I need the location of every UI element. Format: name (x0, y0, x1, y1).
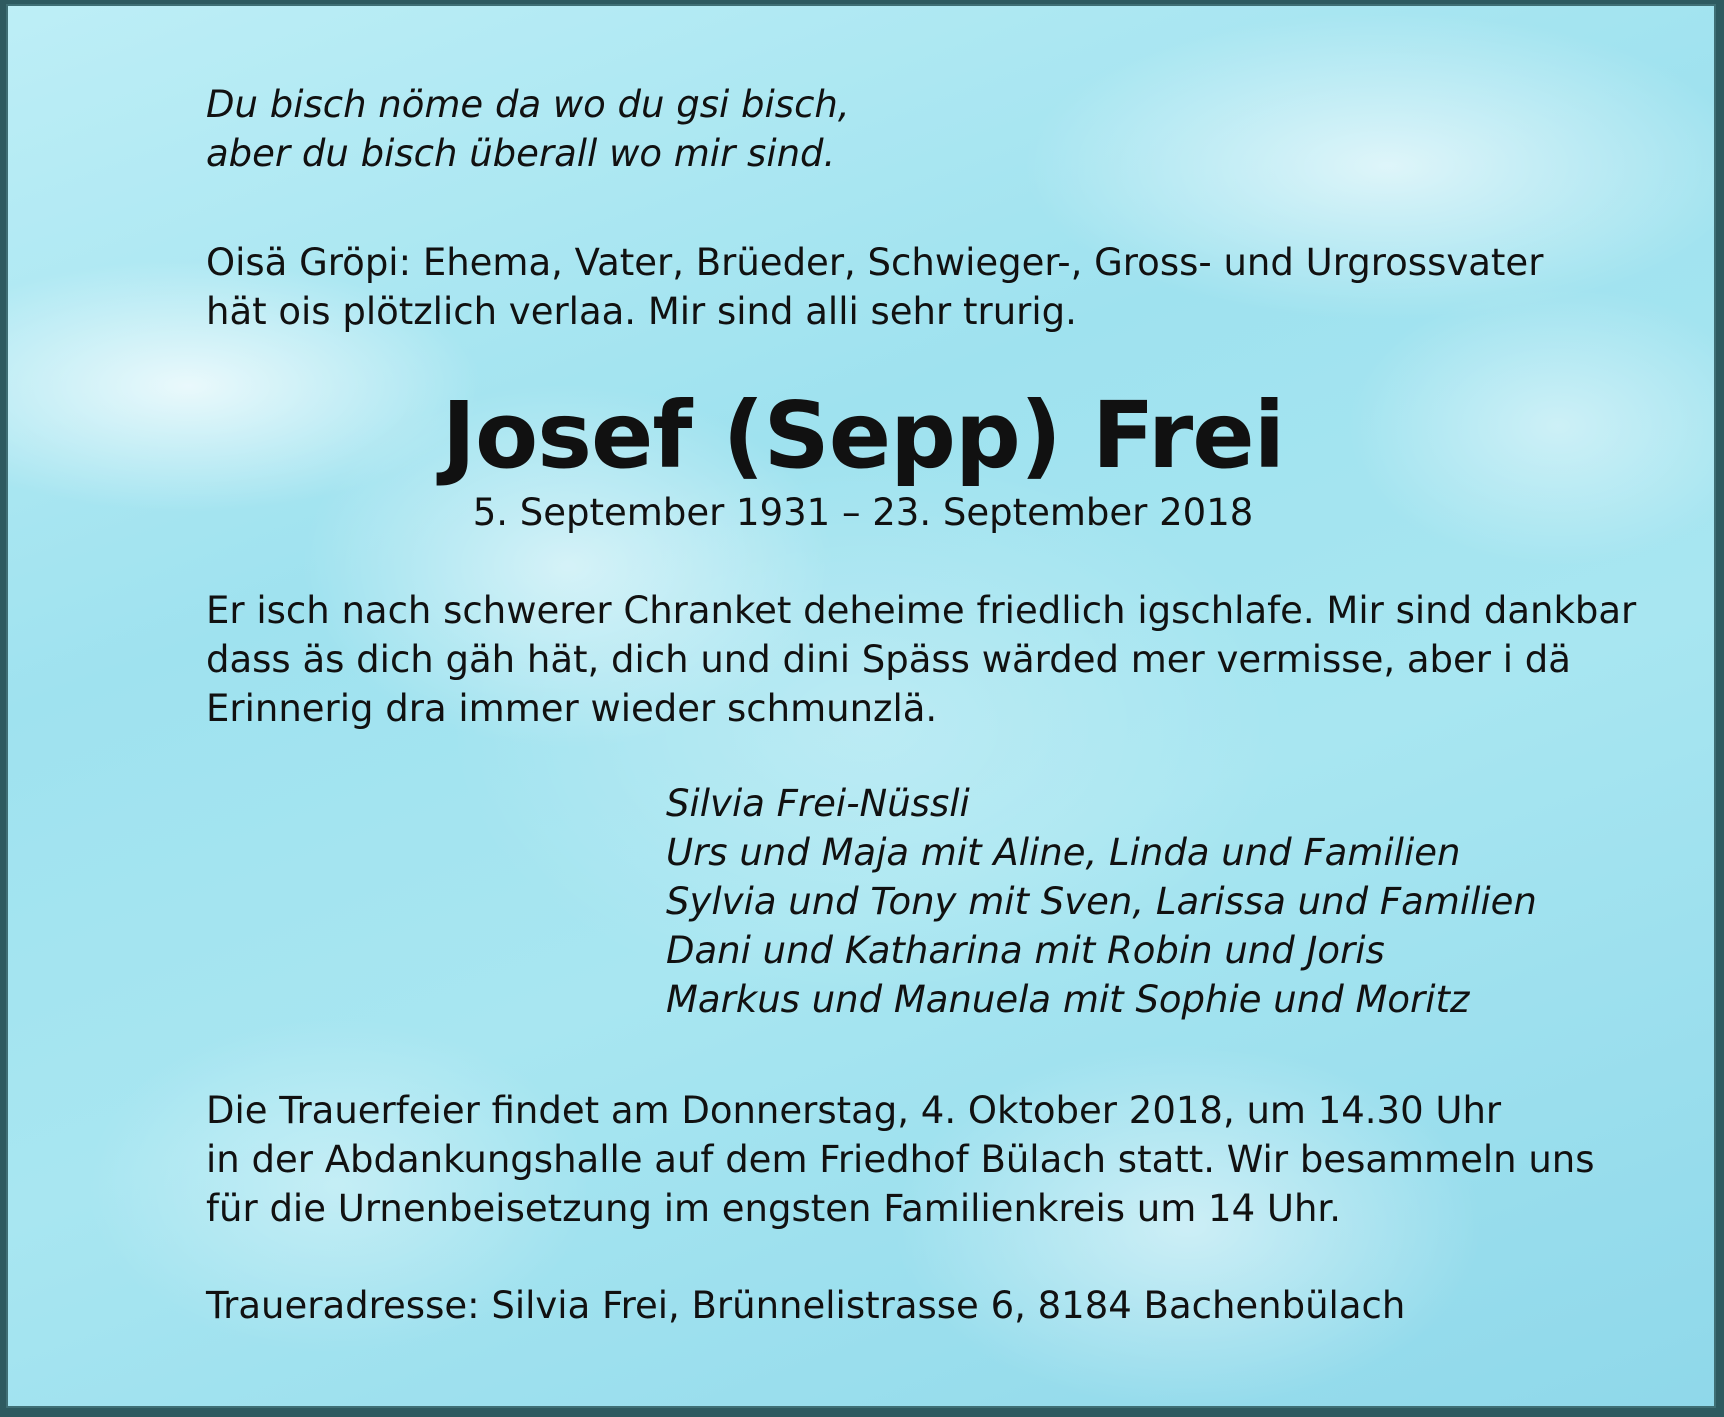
life-dates: 5. September 1931 – 23. September 2018 (472, 491, 1254, 534)
intro-line: hät ois plötzlich verlaa. Mir sind alli sehr trurig. (206, 290, 1077, 333)
intro-line: Oisä Gröpi: Ehema, Vater, Brüeder, Schwieger-, Gross- und Urgrossvater (206, 241, 1544, 284)
body-line: Erinnerig dra immer wieder schmunzlä. (206, 687, 938, 730)
body-paragraph (206, 586, 1636, 733)
family-member: Dani und Katharina mit Robin und Joris (666, 929, 1385, 972)
service-paragraph (206, 1086, 1595, 1233)
family-member: Markus und Manuela mit Sophie und Moritz (666, 978, 1470, 1021)
poem-line: aber du bisch überall wo mir sind. (206, 132, 836, 175)
service-line: für die Urnenbeisetzung im engsten Familienkreis um 14 Uhr. (206, 1187, 1342, 1230)
poem-verse (206, 80, 850, 178)
service-line: in der Abdankungshalle auf dem Friedhof Bülach statt. Wir besammeln uns (206, 1138, 1595, 1181)
obituary-card (6, 4, 1716, 1408)
family-member: Sylvia und Tony mit Sven, Larissa und Familien (666, 880, 1537, 923)
deceased-name: Josef (Sepp) Frei (441, 382, 1285, 489)
family-list (666, 779, 1537, 1024)
mourning-address: Traueradresse: Silvia Frei, Brünnelistrasse 6, 8184 Bachenbülach (206, 1284, 1406, 1327)
family-member: Urs und Maja mit Aline, Linda und Familien (666, 831, 1461, 874)
body-line: Er isch nach schwerer Chranket deheime friedlich igschlafe. Mir sind dankbar (206, 589, 1637, 632)
family-member: Silvia Frei-Nüssli (666, 782, 970, 825)
service-line: Die Trauerfeier findet am Donnerstag, 4. Oktober 2018, um 14.30 Uhr (206, 1089, 1502, 1132)
poem-line: Du bisch nöme da wo du gsi bisch, (206, 83, 850, 126)
intro-paragraph (206, 238, 1543, 336)
body-line: dass äs dich gäh hät, dich und dini Späss wärded mer vermisse, aber i dä (206, 638, 1571, 681)
